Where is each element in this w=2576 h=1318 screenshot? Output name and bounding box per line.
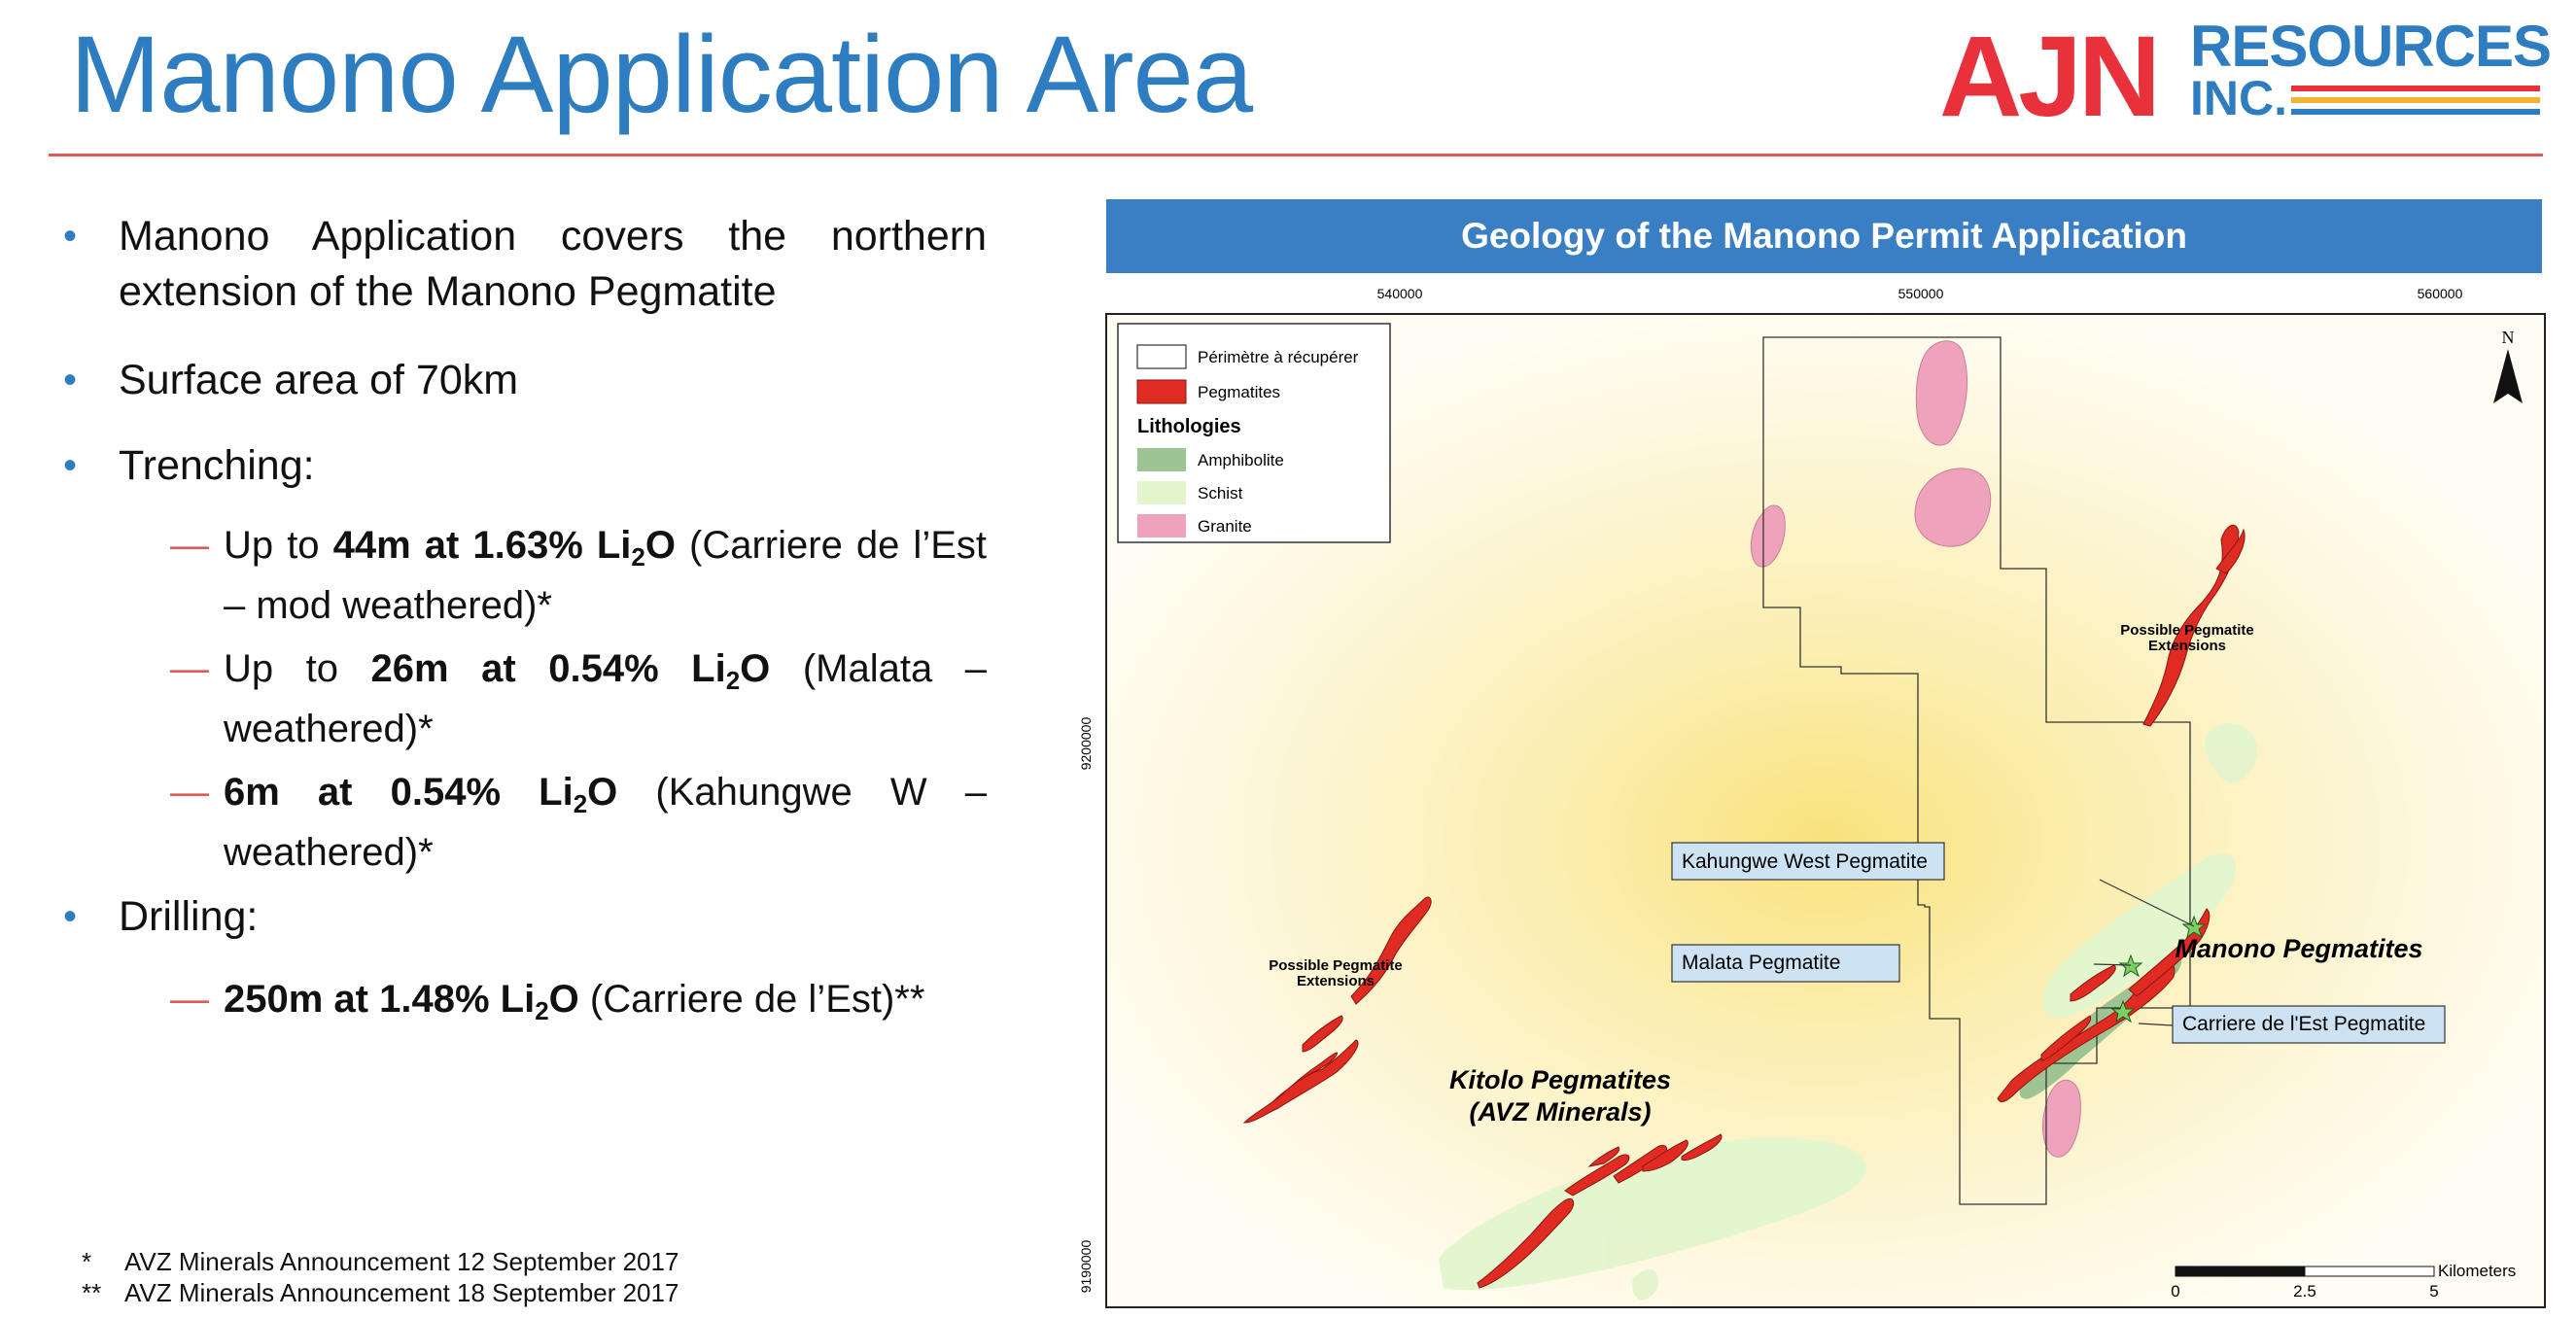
sub-bullet-dash: — bbox=[170, 647, 209, 690]
label-possible-ext-w-1: Possible Pegmatite bbox=[1269, 957, 1403, 974]
legend-lithologies: Lithologies bbox=[1137, 416, 1241, 437]
north-label: N bbox=[2501, 328, 2515, 347]
callout-carriere-label: Carriere de l'Est Pegmatite bbox=[2182, 1013, 2426, 1035]
callout-kahungwe-label: Kahungwe West Pegmatite bbox=[1682, 850, 1928, 873]
legend-amphibolite: Amphibolite bbox=[1198, 451, 1284, 469]
logo-stripe-red bbox=[2291, 86, 2540, 91]
label-manono-pegmatites: Manono Pegmatites bbox=[2175, 934, 2423, 963]
company-logo bbox=[1939, 13, 2552, 141]
sub-bullet-text: Up to 26m at 0.54% $Li_2O$ (Malata – weathered)* bbox=[224, 647, 987, 750]
scale-tick: 5 bbox=[2429, 1282, 2439, 1301]
legend-granite: Granite bbox=[1198, 517, 1252, 536]
sub-bullet-text: 250m at 1.48% $Li_2O$ (Carriere de l’Est)** bbox=[224, 978, 925, 1025]
bullet-text: Manono Application covers the northern extension of the Manono Pegmatite bbox=[119, 213, 987, 315]
map-header: Geology of the Manono Permit Application bbox=[1106, 199, 2542, 273]
bullet-item bbox=[58, 438, 987, 494]
label-kitolo-pegmatites: Kitolo Pegmatites bbox=[1448, 1065, 1672, 1094]
page-title: Manono Application Area bbox=[70, 14, 1253, 135]
geology-map bbox=[1060, 277, 2547, 1318]
logo-stripe-yellow bbox=[2291, 97, 2540, 103]
logo-inc: INC. bbox=[2190, 71, 2287, 125]
legend-pegmatites: Pegmatites bbox=[1198, 383, 1281, 401]
bullet-dot: • bbox=[63, 215, 78, 258]
tick-label-left: 9200000 bbox=[1078, 716, 1094, 771]
label-possible-ext-w-2: Extensions bbox=[1296, 973, 1375, 989]
bullet-dot: • bbox=[63, 359, 78, 401]
sub-bullet-text: Up to 44m at 1.63% $Li_2O$ (Carriere de l’Est – mod weathered)* bbox=[224, 524, 987, 627]
bullet-text: Trenching: bbox=[119, 442, 315, 489]
label-possible-ext-ne-1: Possible Pegmatite bbox=[2120, 622, 2254, 639]
footnote: ** AVZ Minerals Announcement 18 September 2017 bbox=[82, 1278, 679, 1307]
sub-bullet-dash: — bbox=[170, 978, 209, 1021]
legend-perimeter: Périmètre à récupérer bbox=[1198, 348, 1359, 366]
sub-bullet-item bbox=[170, 521, 987, 630]
bullet-dot: • bbox=[63, 444, 78, 487]
sub-bullet-item bbox=[170, 644, 987, 753]
logo-stripe-blue bbox=[2291, 109, 2540, 115]
callout-malata-label: Malata Pegmatite bbox=[1682, 952, 1841, 974]
bullet-dot: • bbox=[63, 895, 78, 938]
bullet-text: Drilling: bbox=[119, 893, 259, 940]
sub-bullet-item bbox=[170, 975, 987, 1035]
logo-ajn: AJN bbox=[1939, 13, 2158, 141]
label-kitolo-avz: (AVZ Minerals) bbox=[1469, 1097, 1652, 1127]
tick-label-top: 560000 bbox=[2417, 286, 2463, 301]
scale-tick: 2.5 bbox=[2293, 1282, 2316, 1301]
footnote: * AVZ Minerals Announcement 12 September 2017 bbox=[82, 1247, 679, 1276]
bullet-item bbox=[58, 889, 987, 945]
sub-bullet-text: 6m at 0.54% $Li_2O$ (Kahungwe W – weathered)* bbox=[224, 771, 987, 874]
scale-tick: 0 bbox=[2171, 1282, 2180, 1301]
label-possible-ext-ne-2: Extensions bbox=[2147, 638, 2227, 654]
sub-bullet-item bbox=[170, 768, 987, 877]
bullet-item bbox=[58, 209, 987, 320]
scale-unit: Kilometers bbox=[2438, 1262, 2517, 1280]
tick-label-top: 540000 bbox=[1376, 286, 1423, 301]
legend-schist: Schist bbox=[1198, 484, 1243, 503]
sub-bullet-dash: — bbox=[170, 771, 209, 814]
header-rule bbox=[49, 154, 2543, 156]
bullet-item bbox=[58, 353, 987, 408]
tick-label-left: 9190000 bbox=[1078, 1239, 1094, 1294]
logo-resources: RESOURCES bbox=[2190, 14, 2552, 79]
tick-label-top: 550000 bbox=[1897, 286, 1944, 301]
map-legend bbox=[1118, 324, 1390, 542]
sub-bullet-dash: — bbox=[170, 524, 209, 567]
bullet-text: Surface area of 70km bbox=[119, 357, 519, 403]
